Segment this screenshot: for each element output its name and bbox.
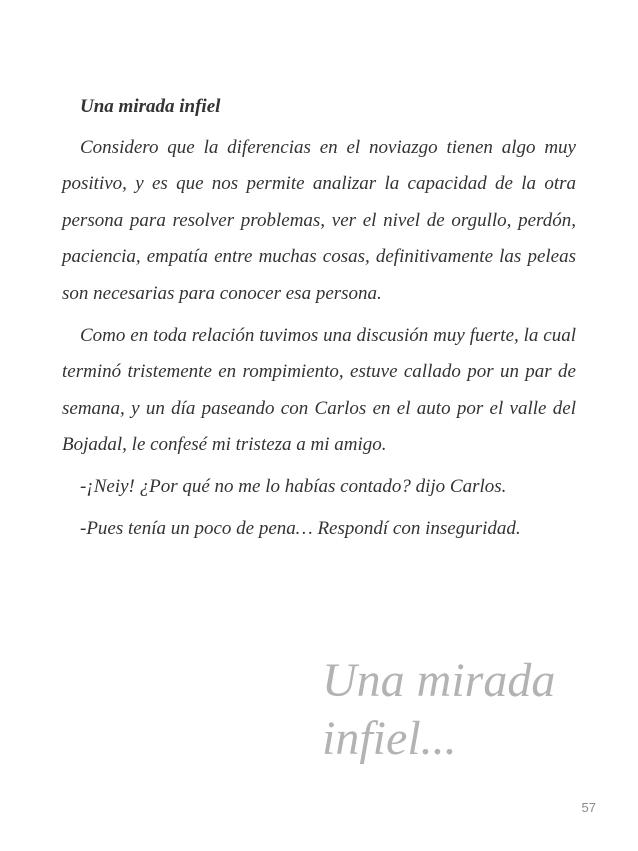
pull-quote bbox=[322, 652, 622, 768]
dialogue-paragraph: -¡Neiy! ¿Por qué no me lo habías contado? dijo Carlos. bbox=[80, 475, 507, 497]
paragraph: Como en toda relación tuvimos una discusión muy fuerte, la cual terminó tristemente en rompimiento, estuve callado por un par de semana, y un día paseando con Carlos en el auto por el valle del Bojadal, le confesé mi tristeza a mi amigo. bbox=[62, 324, 576, 456]
paragraph: Considero que la diferencias en el noviazgo tienen algo muy positivo, y es que nos permite analizar la capacidad de la otra persona para resolver problemas, ver el nivel de orgullo, perdón, paciencia, empatía entre muchas cosas, definitivamente las peleas son necesarias para conocer esa persona. bbox=[62, 136, 576, 304]
chapter-text bbox=[62, 89, 576, 552]
pull-quote-line: Una mirada bbox=[322, 654, 556, 707]
pull-quote-line: infiel... bbox=[322, 712, 457, 765]
dialogue-paragraph: -Pues tenía un poco de pena… Respondí con inseguridad. bbox=[80, 517, 521, 539]
section-heading: Una mirada infiel bbox=[80, 96, 221, 117]
page-number: 57 bbox=[581, 800, 596, 815]
